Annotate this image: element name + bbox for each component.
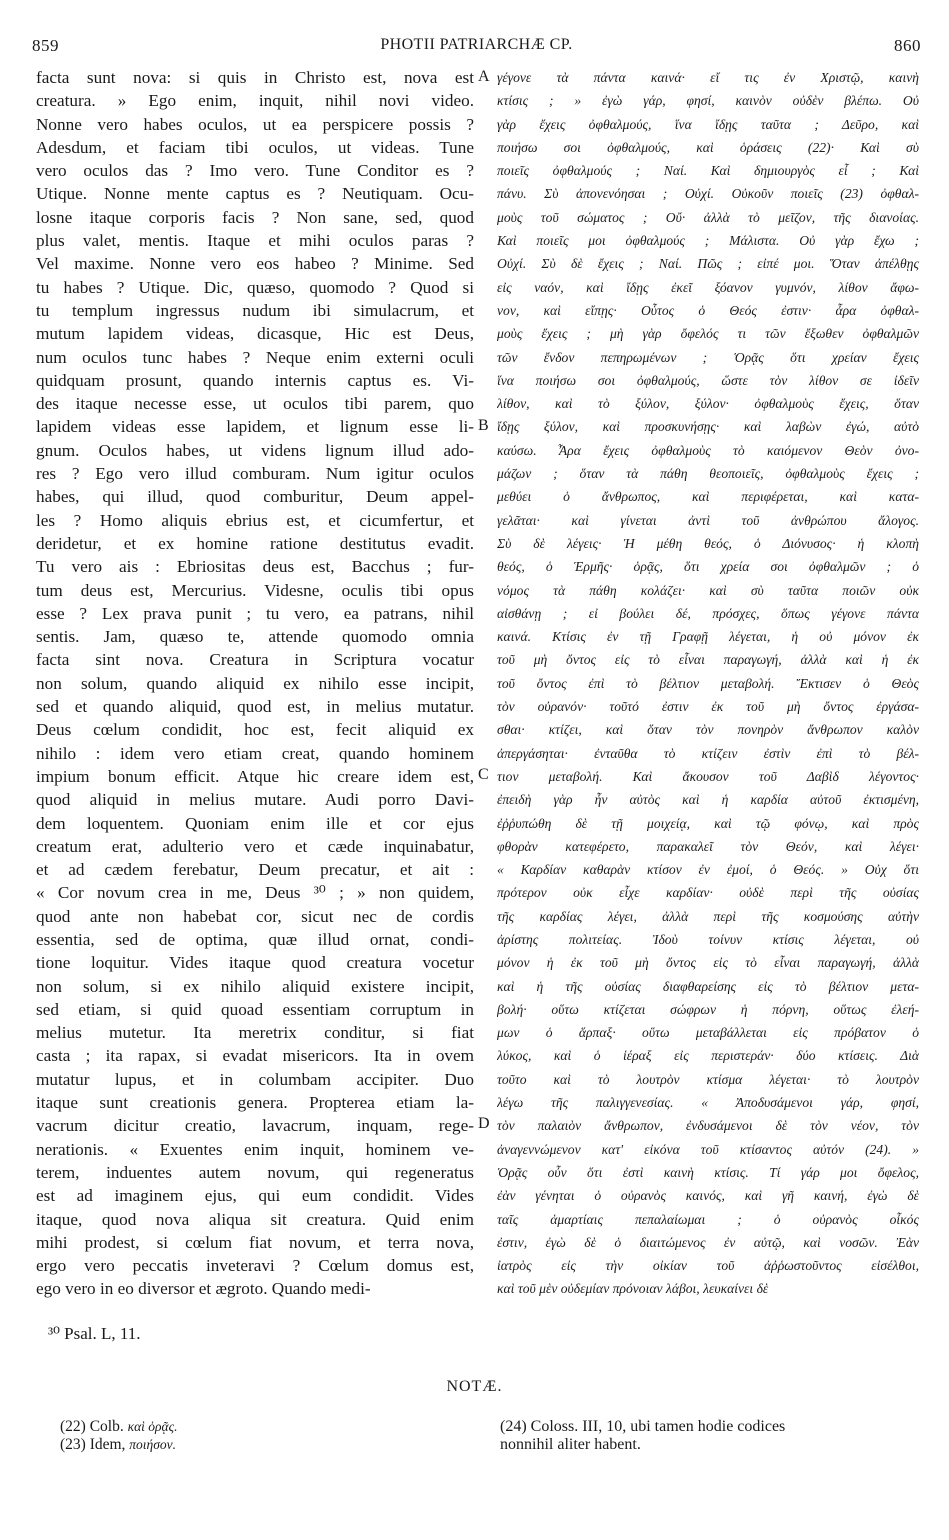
greek-text-line: βολή· οὕτω κτίζεται σώφρων ἡ πόρνη, οὕτως ἐλεή- <box>497 1001 919 1017</box>
latin-text-line: Vel maxime. Nonne vero eos habeo ? Minime. Sed <box>36 254 474 274</box>
latin-text-line: vacrum dicitur creatio, lavacrum, inquam, rege- <box>36 1116 474 1136</box>
greek-text-column <box>497 66 919 1301</box>
running-header <box>32 36 921 58</box>
latin-text-line: sed etiam, si quid quoad essentiam corruptum in <box>36 999 474 1019</box>
note-24-line: nonnihil aliter habent. <box>500 1436 641 1453</box>
greek-text-line: νόμος τὰ πάθη κολάζει· καὶ σὺ ταῦτα ποιῶν οὐκ <box>497 582 919 598</box>
latin-text-line: ego vero in eo diversor et ægroto. Quando medi- <box>36 1279 371 1299</box>
latin-text-line: creatura. » Ego enim, inquit, nihil novi video. <box>36 91 474 111</box>
latin-text-line: vero oculos das ? Imo vero. Tune Conditor es ? <box>36 161 474 181</box>
latin-text-line: losne itaque corporis facis ? Non sane, sed, quod <box>36 207 474 227</box>
latin-text-line: dem loquentem. Quoniam enim ille et cor ejus <box>36 813 474 833</box>
greek-text-line: μων ὁ ἅρπαξ· οὕτω μεταβάλλεται εἰς πρόβατον ὁ <box>497 1025 919 1041</box>
greek-text-line: ἀναγεννώμενον κατ' εἰκόνα τοῦ κτίσαντος αὐτόν (24). » <box>497 1141 919 1157</box>
latin-text-line: non solum, quando aliquid ex nihilo esse incipit, <box>36 673 474 693</box>
latin-text-line: casta ; ita rapax, si evadat misericors. Ita in ovem <box>36 1046 474 1066</box>
greek-text-line: καινά. Κτίσις ἐν τῇ Γραφῇ λέγεται, ἡ οὐ μόνον ἐκ <box>497 629 919 645</box>
latin-text-line: impium bonum efficit. Atque hic creare idem est, <box>36 766 474 786</box>
notes-left-column <box>60 1418 177 1454</box>
greek-text-line: λύκος, καὶ ὁ ἱέραξ εἰς περιστεράν· δύο κτίσεις. Διὰ <box>497 1048 919 1064</box>
latin-text-line: esse ? Lex prava punit ; tu vero, ea patrans, nihil <box>36 603 474 623</box>
latin-text-line: facta sunt nova: si quis in Christo est, nova est <box>36 68 474 87</box>
greek-text-line: τὸν οὐρανόν· τοῦτό ἐστιν ἐκ τοῦ μὴ ὄντος ἐργάσα- <box>497 699 919 715</box>
greek-text-line: καὶ ἡ τῆς οὐσίας διαφθαρείσης εἰς τὸ βέλτιον μετα- <box>497 978 919 994</box>
greek-text-line: κτίσις ; » ἐγὼ γάρ, φησί, καινὸν οὐδὲν βλέπω. Οὐ <box>497 93 919 109</box>
latin-text-line: gnum. Oculos habes, ut videns lignum illud ado- <box>36 440 474 460</box>
latin-text-line: quod aliquid in melius mutare. Audi porro Davi- <box>36 790 474 810</box>
latin-text-line: tu templum ingressus nudum ibi simulacrum, et <box>36 300 474 320</box>
greek-text-line: σθαι· κτίζει, καὶ ὅταν τὸν πονηρὸν ἄνθρωπον καλὸν <box>497 722 919 738</box>
latin-text-line: melius mutetur. Ita meretrix conditur, si fiat <box>36 1023 474 1043</box>
greek-text-line: τῶν ἔνδον πεπηρωμένων ; Ὁρᾷς ὅτι χρείαν ἔχεις <box>497 349 919 365</box>
note-22 <box>60 1418 177 1436</box>
greek-text-line: ἵνα ποιήσω σοι ὀφθαλμούς, ὥστε τὸν λίθον σε ἰδεῖν <box>497 372 919 388</box>
latin-text-column <box>36 66 474 1301</box>
greek-text-line: μεθύει ὁ ἄνθρωπος, καὶ περιφέρεται, καὶ κατα- <box>497 489 919 505</box>
greek-text-line: ποιεῖς ὀφθαλμούς ; Ναί. Καὶ δημιουργὸς εἶ ; Καὶ <box>497 163 919 179</box>
greek-text-line: Ὁρᾷς οὖν ὅτι ἐστὶ καινὴ κτίσις. Τί γάρ μοι ὄφελος, <box>497 1164 919 1180</box>
latin-text-line: facta sint nova. Creatura in Scriptura vocatur <box>36 650 474 670</box>
latin-text-line: Nonne vero habes oculos, ut ea perspicere possis ? <box>36 114 474 134</box>
latin-text-line: res ? Ego vero illud comburam. Num igitur oculos <box>36 464 474 484</box>
latin-text-line: les ? Homo aliquis ebrius est, et cicumfertur, et <box>36 510 474 530</box>
greek-text-line: τοῦ ὄντος ἐπὶ τὸ βέλτιον μεταβολή. Ἔκτισεν ὁ Θεὸς <box>497 675 919 691</box>
greek-text-line: μοὺς τοῦ σώματος ; Οὔ· ἀλλὰ τὸ μεῖζον, τῆς διανοίας. <box>497 209 919 225</box>
note-22-label: (22) Colb. <box>60 1418 124 1435</box>
latin-text-line: non solum, si ex nihilo aliquid existere incipit, <box>36 976 474 996</box>
latin-text-line: quod ante non habebat cor, sicut nec de cordis <box>36 906 474 926</box>
latin-text-line: est ad imaginem ejus, qui eum condidit. Vides <box>36 1186 474 1206</box>
greek-text-line: νον, καὶ εἴπῃς· Οὗτος ὁ Θεός ἐστιν· ἆρα ὀφθαλ- <box>497 302 919 318</box>
latin-text-line: ergo vero peccatis inveteravi ? Cœlum domus est, <box>36 1256 474 1276</box>
greek-text-line: μόνον ἡ ἐκ τοῦ μὴ ὄντος εἰς τὸ εἶναι παραγωγή, ἀλλὰ <box>497 955 919 971</box>
greek-text-line: φθορὰν κατεφέρετο, παρακαλεῖ τὸν Θεόν, καὶ λέγει· <box>497 838 919 854</box>
greek-text-line: ἴδῃς ξύλον, καὶ προσκυνήσῃς· καὶ λαβὼν ἐγώ, αὐτὸ <box>497 419 919 435</box>
greek-text-line: Σὺ δὲ λέγεις· Ἡ μέθη θεός, ὁ Διόνυσος· ἡ κλοπὴ <box>497 535 919 551</box>
latin-text-line: quidquam prosunt, quando internis captus es. Vi- <box>36 370 474 390</box>
latin-text-line: tum deus est, Mercurius. Videsne, oculis tibi opus <box>36 580 474 600</box>
latin-text-line: nerationis. « Exuentes enim inquit, hominem ve- <box>36 1139 474 1159</box>
greek-text-line: εἰς ναόν, καὶ ἴδῃς ἐκεῖ ξόανον γυμνόν, λίθον ἄφω- <box>497 279 919 295</box>
margin-letter-c: C <box>478 766 489 783</box>
greek-text-line: Οὐχί. Σὺ δὲ ἔχεις ; Ναί. Πῶς ; εἰπέ μοι. Ὅταν ἀπέλθῃς <box>497 256 919 272</box>
greek-text-line: λέγω τῆς παλιγγενεσίας. « Ἀποδυσάμενοι γάρ, φησί, <box>497 1095 919 1111</box>
notes-right-column <box>500 1418 920 1454</box>
greek-text-line: ἰατρὸς εἰς τὴν οἰκίαν τοῦ ἀῤῥωστοῦντος εἰσέλθοι, <box>497 1258 919 1274</box>
greek-text-line: γελᾶται· καὶ γίνεται ἀντὶ τοῦ ἀνθρώπου ἄλογος. <box>497 512 919 528</box>
latin-text-line: Adesdum, et faciam tibi oculos, ut videas. Tune <box>36 137 474 157</box>
latin-text-line: deridetur, et ex homine ratione destitutus evadit. <box>36 533 474 553</box>
greek-text-line: « Καρδίαν καθαρὰν κτίσον ἐν ἐμοί, ὁ Θεός. » Οὐχ ὅτι <box>497 862 919 878</box>
margin-letter-a: A <box>478 68 490 85</box>
note-23-label: (23) Idem, <box>60 1436 126 1453</box>
greek-text-line: ποιήσω σοι ὀφθαλμούς, καὶ ὁράσεις (22)· Καὶ σὺ <box>497 139 919 155</box>
latin-text-line: et ad cædem ferebatur, Deum precatur, et ait : <box>36 860 474 880</box>
latin-text-line: itaque, quod nova aliqua sit creatura. Quid enim <box>36 1209 474 1229</box>
latin-text-line: nihilo : idem vero etiam creat, quando hominem <box>36 743 474 763</box>
latin-text-line: creatum erat, adulterio vero et cæde inquinabatur, <box>36 836 474 856</box>
left-column-number: 859 <box>32 36 59 55</box>
greek-text-line: καύσω. Ἆρα ἔχεις ὀφθαλμοὺς τὸ καιόμενον Θεὸν ὀνο- <box>497 442 919 458</box>
note-22-greek: καὶ ὁρᾷς. <box>127 1419 178 1434</box>
latin-text-line: lapidem videas esse lapidem, et lignum esse li- <box>36 417 474 437</box>
latin-text-line: mihi prodest, si cœlum fiat novum, et terra nova, <box>36 1232 474 1252</box>
greek-text-line: γὰρ ἔχεις ὀφθαλμούς, ἵνα ἴδῃς ταῦτα ; Δεῦρο, καὶ <box>497 116 919 132</box>
right-column-number: 860 <box>894 36 921 55</box>
latin-text-line: sentis. Jam, quæso te, attende quomodo omnia <box>36 627 474 647</box>
greek-text-line: θεός, ὁ Ἑρμῆς· ὁρᾷς, ὅτι χρεία σοι ὀφθαλμῶν ; ὁ <box>497 559 919 575</box>
notes-heading: NOTÆ. <box>446 1378 503 1395</box>
latin-text-line: plus valet, mentis. Itaque et mihi oculos paras ? <box>36 231 474 251</box>
greek-text-line: ἐστιν, ἐγὼ δὲ ὁ διαιτώμενος ἐν αὐτῷ, καὶ νοσῶν. Ἐὰν <box>497 1234 919 1250</box>
greek-text-line: πάνυ. Σὺ ἀπονενόησαι ; Οὐχί. Οὐκοῦν ποιεῖς (23) ὀφθαλ- <box>497 186 919 202</box>
latin-text-line: tu habes ? Utique. Dic, quæso, quomodo ? Quod si <box>36 277 474 297</box>
latin-text-line: habes, qui illud, quod comburitur, Deum appel- <box>36 487 474 507</box>
greek-text-line: μοὺς ἔχεις ; μὴ γὰρ ὄφελός τι τῶν ἔξωθεν ὀφθαλμῶν <box>497 326 919 342</box>
greek-text-line: καὶ τοῦ μὲν οὐδεμίαν πρόνοιαν λάβοι, λευκαίνει δὲ <box>497 1281 769 1297</box>
greek-text-line: ἐὰν γένηται ὁ οὐρανὸς καινός, καὶ γῆ καινή, ἐγὼ δὲ <box>497 1188 919 1204</box>
greek-text-line: ἐπειδὴ γὰρ ἦν αὐτὸς καὶ ἡ καρδία αὐτοῦ ἐκτισμένη, <box>497 792 919 808</box>
greek-text-line: λίθον, καὶ τὸ ξύλον, ξύλον· ὀφθαλμοὺς ἔχεις, ὅταν <box>497 396 919 412</box>
greek-text-line: τῆς καρδίας λέγει, ἀλλὰ περὶ τῆς κοσμούσης αὐτὴν <box>497 908 919 924</box>
latin-text-line: tione loquitur. Vides itaque quod creatura vocetur <box>36 953 474 973</box>
latin-text-line: Deus cœlum condidit, hoc est, fecit aliquid ex <box>36 720 474 740</box>
greek-text-line: τοῦ μὴ ὄντος εἰς τὸ εἶναι παραγωγή, ἀλλὰ καὶ ἡ ἐκ <box>497 652 919 668</box>
latin-text-line: mutatur lupus, et in columbam accipiter. Duo <box>36 1069 474 1089</box>
note-24-line: (24) Coloss. III, 10, ubi tamen hodie codices <box>500 1418 786 1435</box>
latin-text-line: itaque sunt creationis genera. Propterea etiam la- <box>36 1093 474 1113</box>
latin-text-line: terem, induentes autem novum, qui regeneratus <box>36 1162 474 1182</box>
latin-text-line: mutum lapidem videas, dicasque, Hic est Deus, <box>36 324 474 344</box>
latin-text-line: sed et quando aliquid, quod est, in melius mutatur. <box>36 697 474 717</box>
margin-letter-b: B <box>478 417 489 434</box>
greek-text-line: γέγονε τὰ πάντα καινά· εἴ τις ἐν Χριστῷ, καινὴ <box>497 70 919 85</box>
greek-text-line: ἀρίστης πολιτείας. Ἰδοὺ τοίνυν κτίσις λέγεται, οὐ <box>497 931 919 947</box>
greek-text-line: Καὶ ποιεῖς μοι ὀφθαλμούς ; Μάλιστα. Οὐ γὰρ ἔχω ; <box>497 233 919 249</box>
greek-text-line: ἐῤῥυπώθη δὲ τῇ μοιχείᾳ, καὶ τῷ φόνῳ, καὶ πρὸς <box>497 815 919 831</box>
margin-letter-d: D <box>478 1115 490 1132</box>
greek-text-line: αἰσθάνῃ ; εἰ βούλει δέ, πρόσχες, ὅπως γέγονε πάντα <box>497 605 919 621</box>
greek-text-line: ἀπεργάσηται· ἐνταῦθα τὸ κτίζειν ἐστὶν ἐπὶ τὸ βέλ- <box>497 745 919 761</box>
greek-text-line: τιον μεταβολή. Καὶ ἄκουσον τοῦ Δαβὶδ λέγοντος· <box>497 768 919 784</box>
scripture-footnote: ³⁰ Psal. L, 11. <box>48 1324 141 1343</box>
greek-text-line: τὸν παλαιὸν ἄνθρωπον, ἐνδυσάμενοι δὲ τὸν νέον, τὸν <box>497 1118 919 1134</box>
latin-text-line: num oculos tunc habes ? Neque enim externi oculi <box>36 347 474 367</box>
latin-text-line: essentia, sed de optima, quæ illud ornat, condi- <box>36 929 474 949</box>
greek-text-line: τοῦτο καὶ τὸ λουτρὸν κτίσμα λέγεται· τὸ λουτρὸν <box>497 1071 919 1087</box>
note-23 <box>60 1436 177 1454</box>
greek-text-line: πρότερον οὐκ εἶχε καρδίαν· οὐδὲ περὶ τῆς οὐσίας <box>497 885 919 901</box>
latin-text-line: Utique. Nonne mente captus es ? Neutiquam. Ocu- <box>36 184 474 204</box>
latin-text-line: Tu vero ais : Ebriositas deus est, Bacchus ; fur- <box>36 557 474 577</box>
note-23-greek: ποιήσον. <box>129 1437 177 1452</box>
latin-text-line: « Cor novum crea in me, Deus ³⁰ ; » non quidem, <box>36 883 474 903</box>
greek-text-line: μάζων ; ὅταν τὰ πάθη θεοποιεῖς, ὀφθαλμοὺς ἔχεις ; <box>497 466 919 482</box>
latin-text-line: des itaque necesse esse, ut oculos tibi parem, quo <box>36 394 474 414</box>
page-title: PHOTII PATRIARCHÆ CP. <box>380 36 573 53</box>
greek-text-line: ταῖς ἁμαρτίαις πεπαλαίωμαι ; ὁ οὐρανὸς οἶκός <box>497 1211 919 1227</box>
